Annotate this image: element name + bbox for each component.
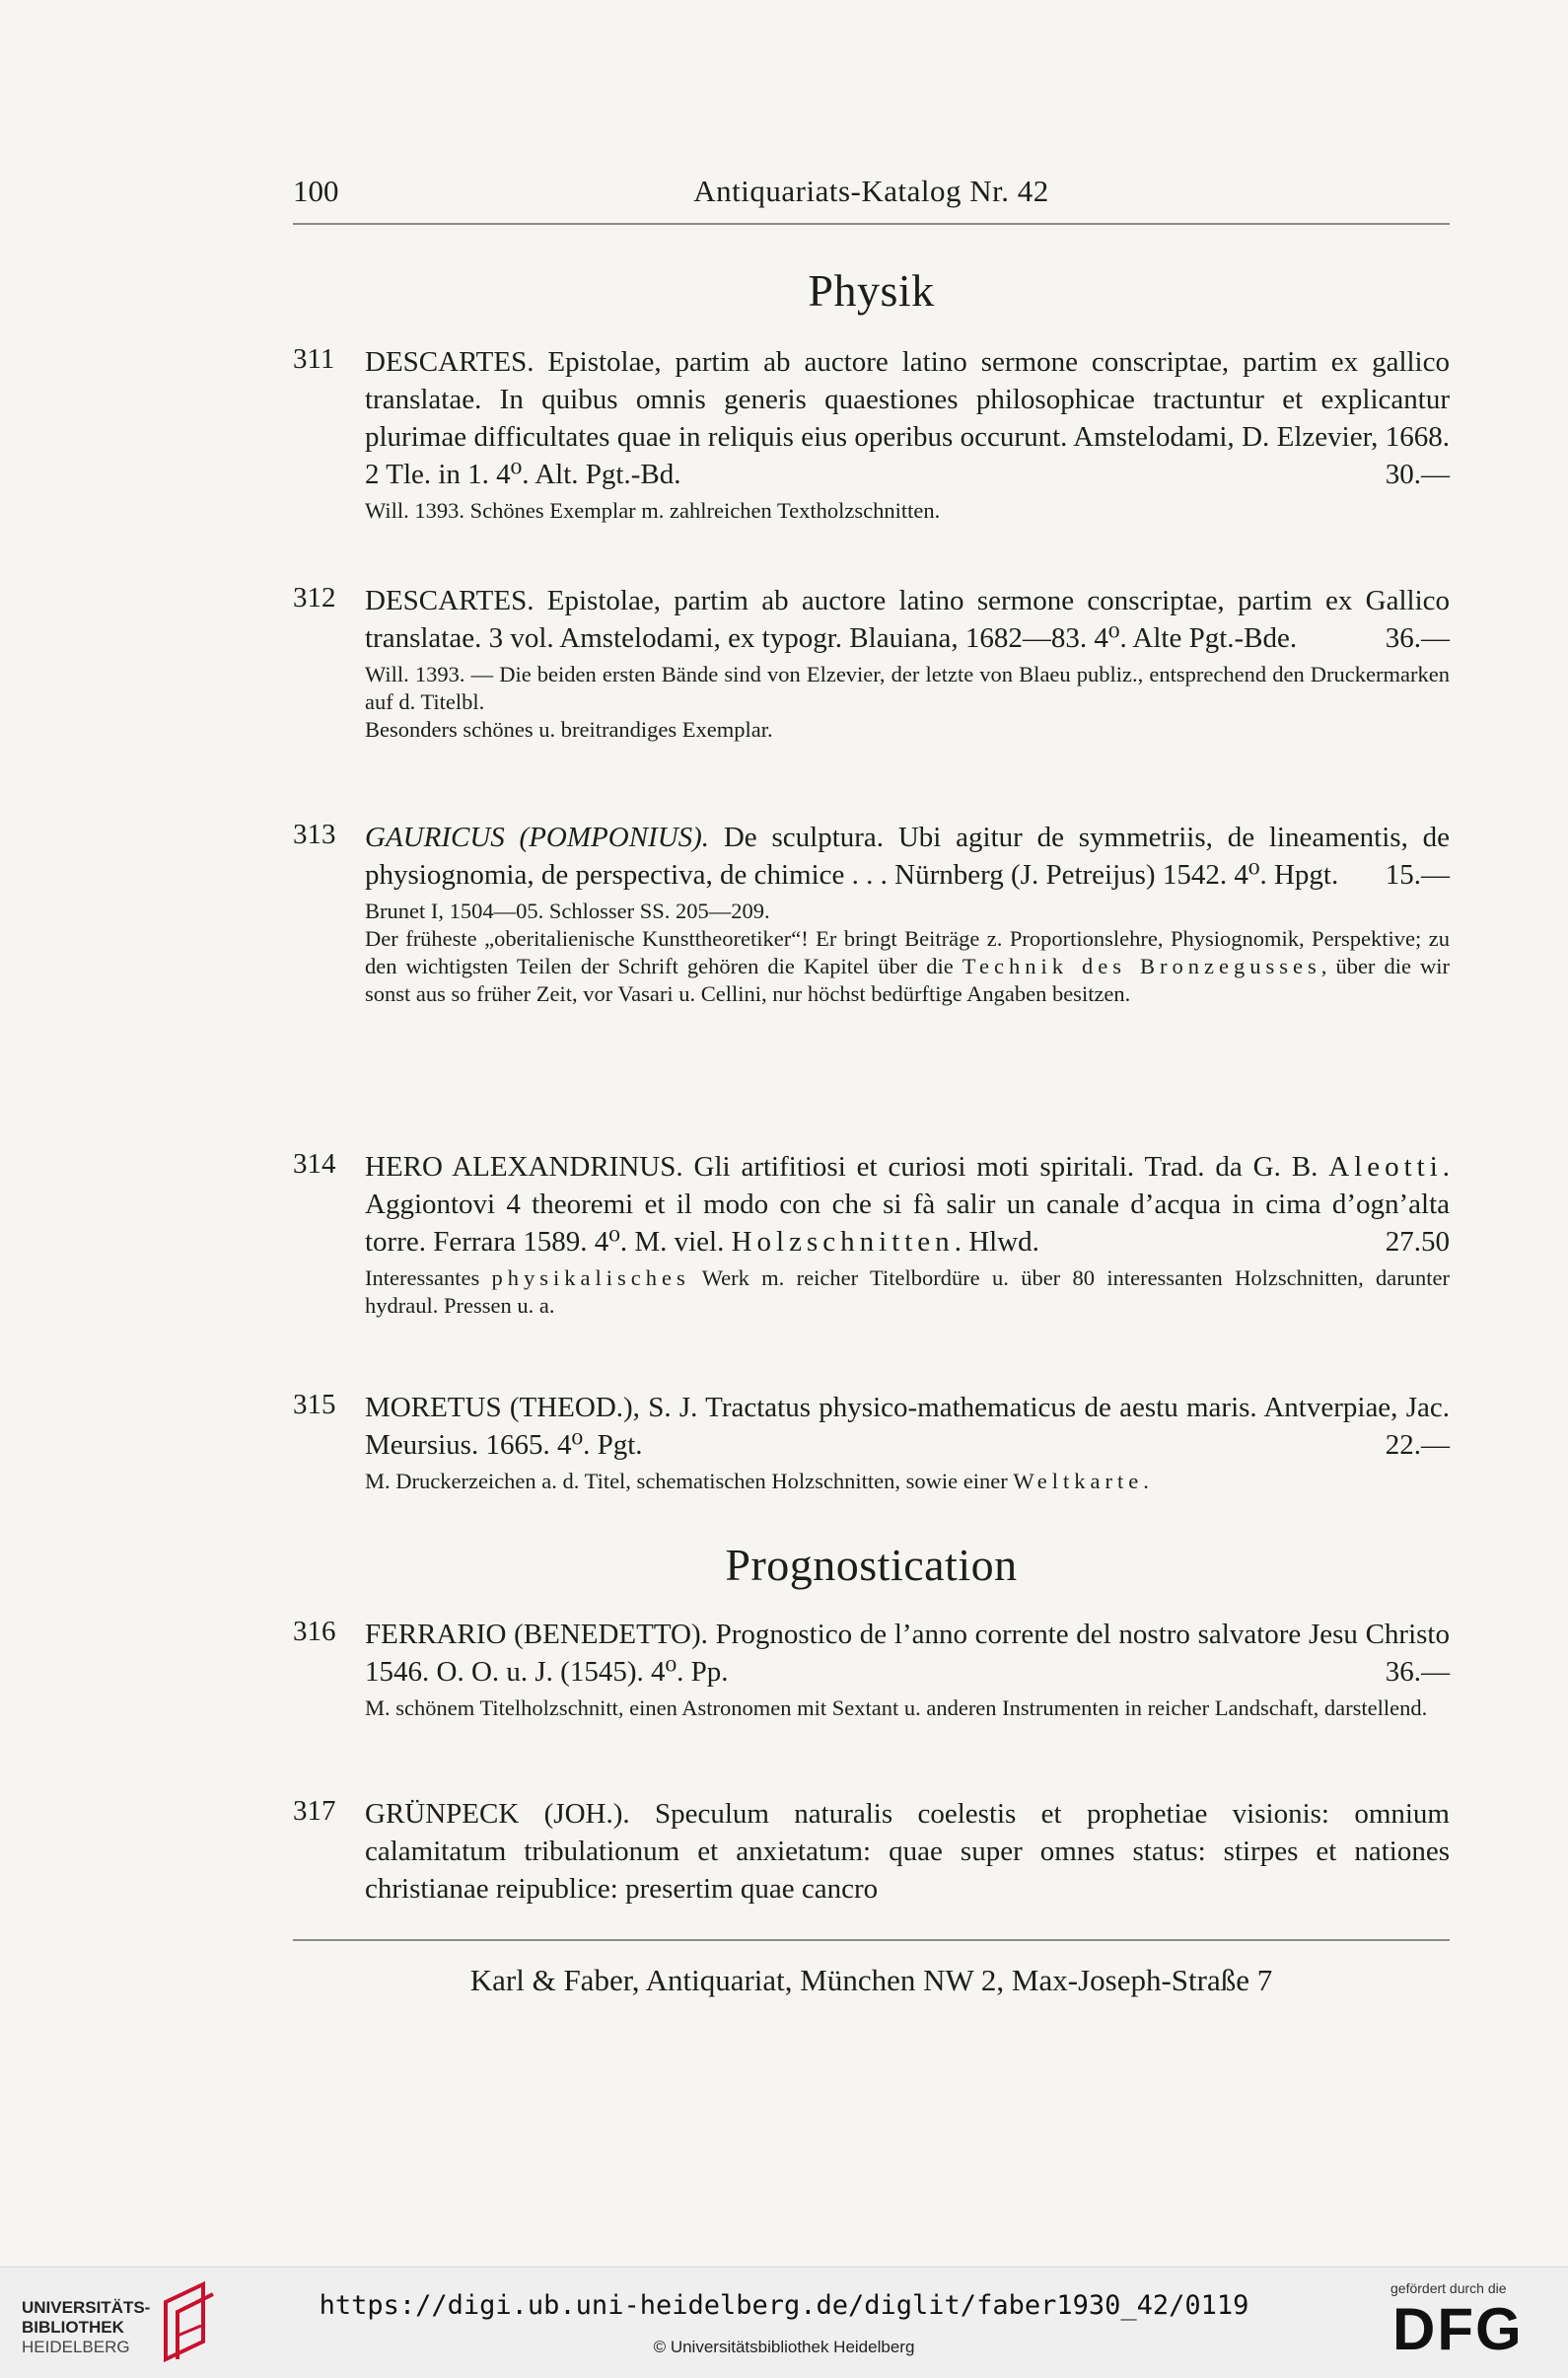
entry-price: 22.—	[1385, 1429, 1450, 1461]
entry-note-spaced: Weltkarte	[1013, 1469, 1144, 1493]
entry-number: 312	[293, 582, 336, 613]
entry-note: .	[1143, 1469, 1149, 1493]
header-rule	[293, 223, 1450, 225]
funding-note: gefördert durch die	[1390, 2280, 1507, 2296]
entry-note: Der früheste „oberitalienische Kunsttheoretiker“! Er bringt Beiträge z. Proportionslehre, Physiognomik, Perspektive; zu den wichtigsten Teilen der Schrift gehören die Kapitel über die	[365, 926, 1450, 978]
entry-note-spaced: Technik des Bronzegusses	[962, 954, 1321, 978]
entry-text: DESCARTES. Epistolae, partim ab auctore latino sermone conscriptae, partim ex Gallico translatae. 3 vol. Amstelodami, ex typogr. Blauiana, 1682—83. 4⁰. Alte Pgt.-Bde.	[365, 585, 1450, 654]
entry-text: . Hlwd.	[954, 1226, 1039, 1258]
entry-note: Brunet I, 1504—05. Schlosser SS. 205—209.	[365, 899, 770, 923]
entry-315	[293, 1389, 1450, 1495]
entry-text-spaced: Holzschnitten	[731, 1226, 955, 1258]
entry-note: Interessantes	[365, 1265, 480, 1290]
entry-price: 30.—	[1385, 459, 1450, 490]
entry-note: M. schönem Titelholzschnitt, einen Astronomen mit Sextant u. anderen Instrumenten in reicher Landschaft, darstellend.	[365, 1695, 1428, 1720]
entry-text: De sculptura. Ubi agitur de symmetriis, de lineamentis, de physiognomia, de perspectiva, de chimice . . . Nürnberg (J. Petreijus) 1542. 4⁰. Hpgt.	[365, 822, 1450, 891]
publisher-footer: Karl & Faber, Antiquariat, München NW 2, Max-Joseph-Straße 7	[469, 1963, 1273, 1997]
entry-313	[293, 819, 1450, 1008]
entry-note: Werk m. reicher Titelbordüre u. über 80 interessanten Holzschnitten, darunter hydraul. Pressen u. a.	[365, 1265, 1450, 1318]
entry-312	[293, 582, 1450, 744]
entry-text-spaced: Aleotti	[1328, 1151, 1443, 1183]
logo-line: BIBLIOTHEK	[22, 2318, 124, 2337]
entry-text: MORETUS (THEOD.), S. J. Tractatus physico-mathematicus de aestu maris. Antverpiae, Jac. Meursius. 1665. 4⁰. Pgt.	[365, 1392, 1450, 1461]
entry-number: 311	[293, 343, 335, 375]
dfg-logo: DFG	[1392, 2296, 1524, 2362]
page-header	[293, 174, 1450, 219]
entry-note-spaced: physikalisches	[491, 1265, 690, 1290]
page-number: 100	[293, 174, 339, 208]
footer-rule	[293, 1939, 1450, 1941]
entry-text: FERRARIO (BENEDETTO). Prognostico de l’anno corrente del nostro salvatore Jesu Christo 1546. O. O. u. J. (1545). 4⁰. Pp.	[365, 1619, 1450, 1688]
entry-price: 15.—	[1385, 859, 1450, 891]
catalog-title: Antiquariats-Katalog Nr. 42	[693, 174, 1049, 208]
entry-note: Will. 1393. — Die beiden ersten Bände sind von Elzevier, der letzte von Blaeu publiz., entsprechend den Druckermarken auf d. Titelbl.	[365, 662, 1450, 714]
entry-text: DESCARTES. Epistolae, partim ab auctore latino sermone conscriptae, partim ex gallico translatae. In quibus omnis generis quaestiones philosophicae tractuntur et explicantur plurimae difficultates quae in reliquis eius operibus occurunt. Amstelodami, D. Elzevier, 1668. 2 Tle. in 1. 4⁰. Alt. Pgt.-Bd.	[365, 346, 1450, 490]
entry-number: 315	[293, 1389, 336, 1420]
section-title-prognostication: Prognostication	[725, 1540, 1018, 1590]
logo-line: UNIVERSITÄTS-	[22, 2298, 151, 2317]
entry-note: M. Druckerzeichen a. d. Titel, schematischen Holzschnitten, sowie einer	[365, 1469, 1008, 1493]
entry-text: HERO ALEXANDRINUS. Gli artifitiosi et curiosi moti spiritali. Trad. da G. B.	[365, 1151, 1319, 1183]
entry-text: . Aggiontovi 4 theoremi et il modo con che si fà salir un canale d’acqua in cima d’ogn’alta torre. Ferrara 1589. 4⁰. M. viel.	[365, 1151, 1451, 1258]
entry-price: 27.50	[1385, 1226, 1450, 1258]
entry-author: GAURICUS (POMPONIUS).	[365, 822, 710, 853]
logo-line: HEIDELBERG	[22, 2338, 130, 2356]
permalink-url[interactable]: https://digi.ub.uni-heidelberg.de/diglit/faber1930_42/0119	[319, 2290, 1249, 2321]
entry-note: Will. 1393. Schönes Exemplar m. zahlreichen Textholzschnitten.	[365, 498, 941, 523]
entry-price: 36.—	[1385, 1656, 1450, 1688]
entry-note: Besonders schönes u. breitrandiges Exemplar.	[365, 717, 773, 742]
entry-number: 314	[293, 1148, 336, 1180]
entry-note: , über die wir sonst aus so früher Zeit, vor Vasari u. Cellini, nur höchst bedürftige Angaben besitzen.	[365, 954, 1450, 1006]
viewer-bar	[0, 2267, 1568, 2378]
copyright-notice: © Universitätsbibliothek Heidelberg	[653, 2338, 915, 2356]
entry-number: 313	[293, 819, 336, 850]
entry-text: GRÜNPECK (JOH.). Speculum naturalis coelestis et prophetiae visionis: omnium calamitatum tribulationum et anxietatum: quae super omnes status: stirpes et nationes christianae reipublice: presertim quae cancro	[365, 1798, 1450, 1905]
entry-311	[293, 343, 1450, 525]
entry-number: 316	[293, 1616, 336, 1647]
entry-number: 317	[293, 1795, 336, 1827]
entry-price: 36.—	[1385, 622, 1450, 654]
entry-316	[293, 1616, 1450, 1722]
entry-317	[293, 1795, 1450, 1908]
entry-314	[293, 1148, 1450, 1320]
section-title-physik: Physik	[808, 265, 935, 316]
